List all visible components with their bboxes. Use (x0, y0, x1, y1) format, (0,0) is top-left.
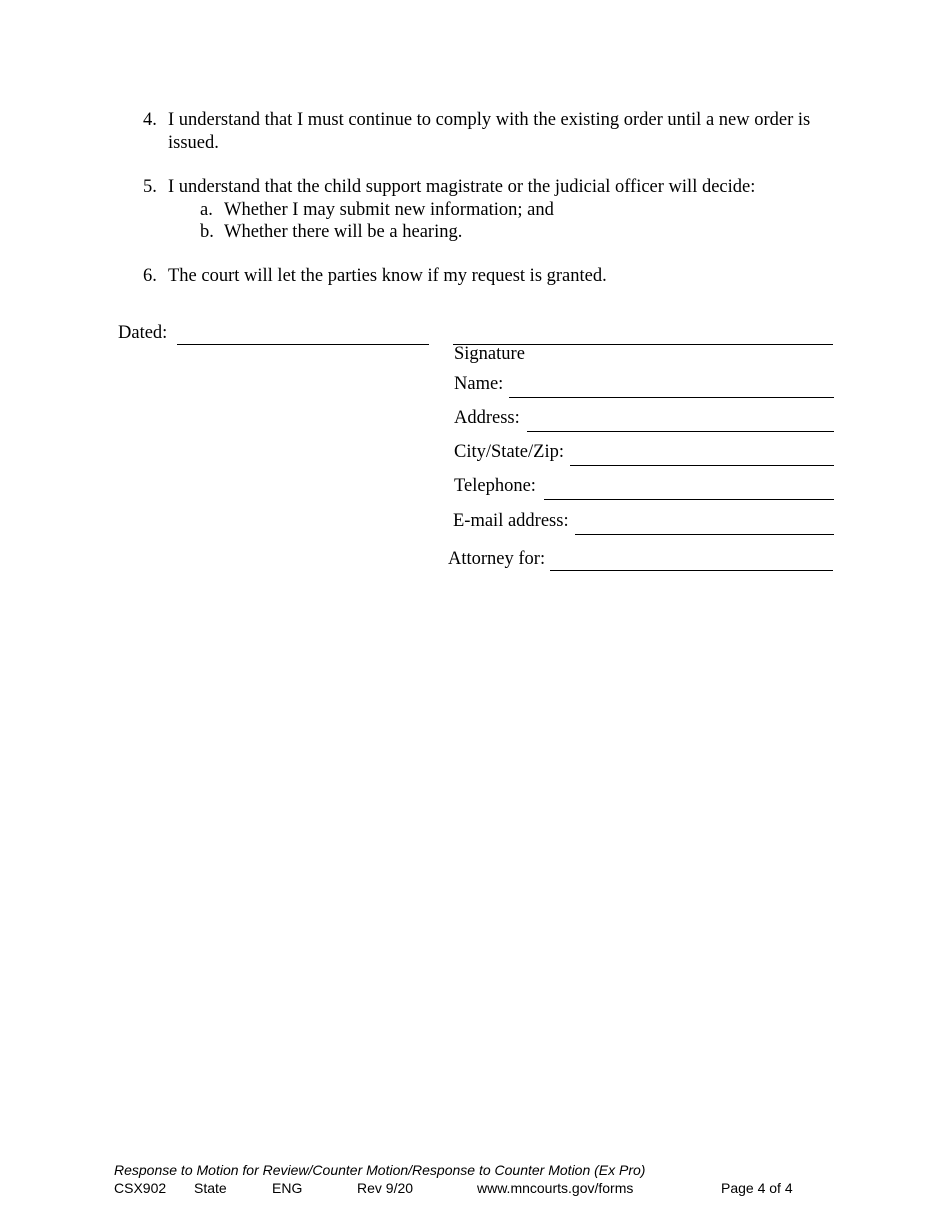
telephone-label: Telephone: (454, 476, 536, 496)
item-number: 4. (143, 110, 157, 130)
address-label: Address: (454, 408, 520, 428)
attorney-for-label: Attorney for: (448, 549, 546, 569)
footer-scope: State (194, 1180, 227, 1196)
sub-item-text: Whether there will be a hearing. (224, 222, 463, 242)
item-number: 5. (143, 177, 157, 197)
footer-website: www.mncourts.gov/forms (477, 1180, 634, 1196)
telephone-field[interactable] (544, 499, 834, 500)
footer-language: ENG (272, 1180, 303, 1196)
city-state-zip-label: City/State/Zip: (454, 442, 564, 462)
sub-item-text: Whether I may submit new information; and (224, 200, 554, 220)
dated-label: Dated: (118, 323, 168, 343)
sub-item-letter: b. (200, 222, 214, 242)
dated-field[interactable] (177, 344, 429, 345)
email-label: E-mail address: (453, 511, 569, 531)
attorney-for-field[interactable] (550, 570, 833, 571)
city-state-zip-field[interactable] (570, 465, 834, 466)
item-text: The court will let the parties know if my request is granted. (168, 266, 607, 286)
address-field[interactable] (527, 431, 834, 432)
footer-form-title: Response to Motion for Review/Counter Motion/Response to Counter Motion (Ex Pro) (114, 1162, 646, 1178)
footer-page-number: Page 4 of 4 (721, 1180, 793, 1196)
sub-item-letter: a. (200, 200, 213, 220)
item-text: I understand that I must continue to comply with the existing order until a new order is issued. (168, 110, 811, 153)
footer-form-code: CSX902 (114, 1180, 167, 1196)
name-label: Name: (454, 374, 504, 394)
item-number: 6. (143, 266, 157, 286)
email-field[interactable] (575, 534, 834, 535)
signature-label: Signature (454, 344, 525, 364)
item-text: I understand that the child support magistrate or the judicial officer will decide: (168, 177, 756, 197)
footer-revision: Rev 9/20 (357, 1180, 414, 1196)
name-field[interactable] (509, 397, 834, 398)
